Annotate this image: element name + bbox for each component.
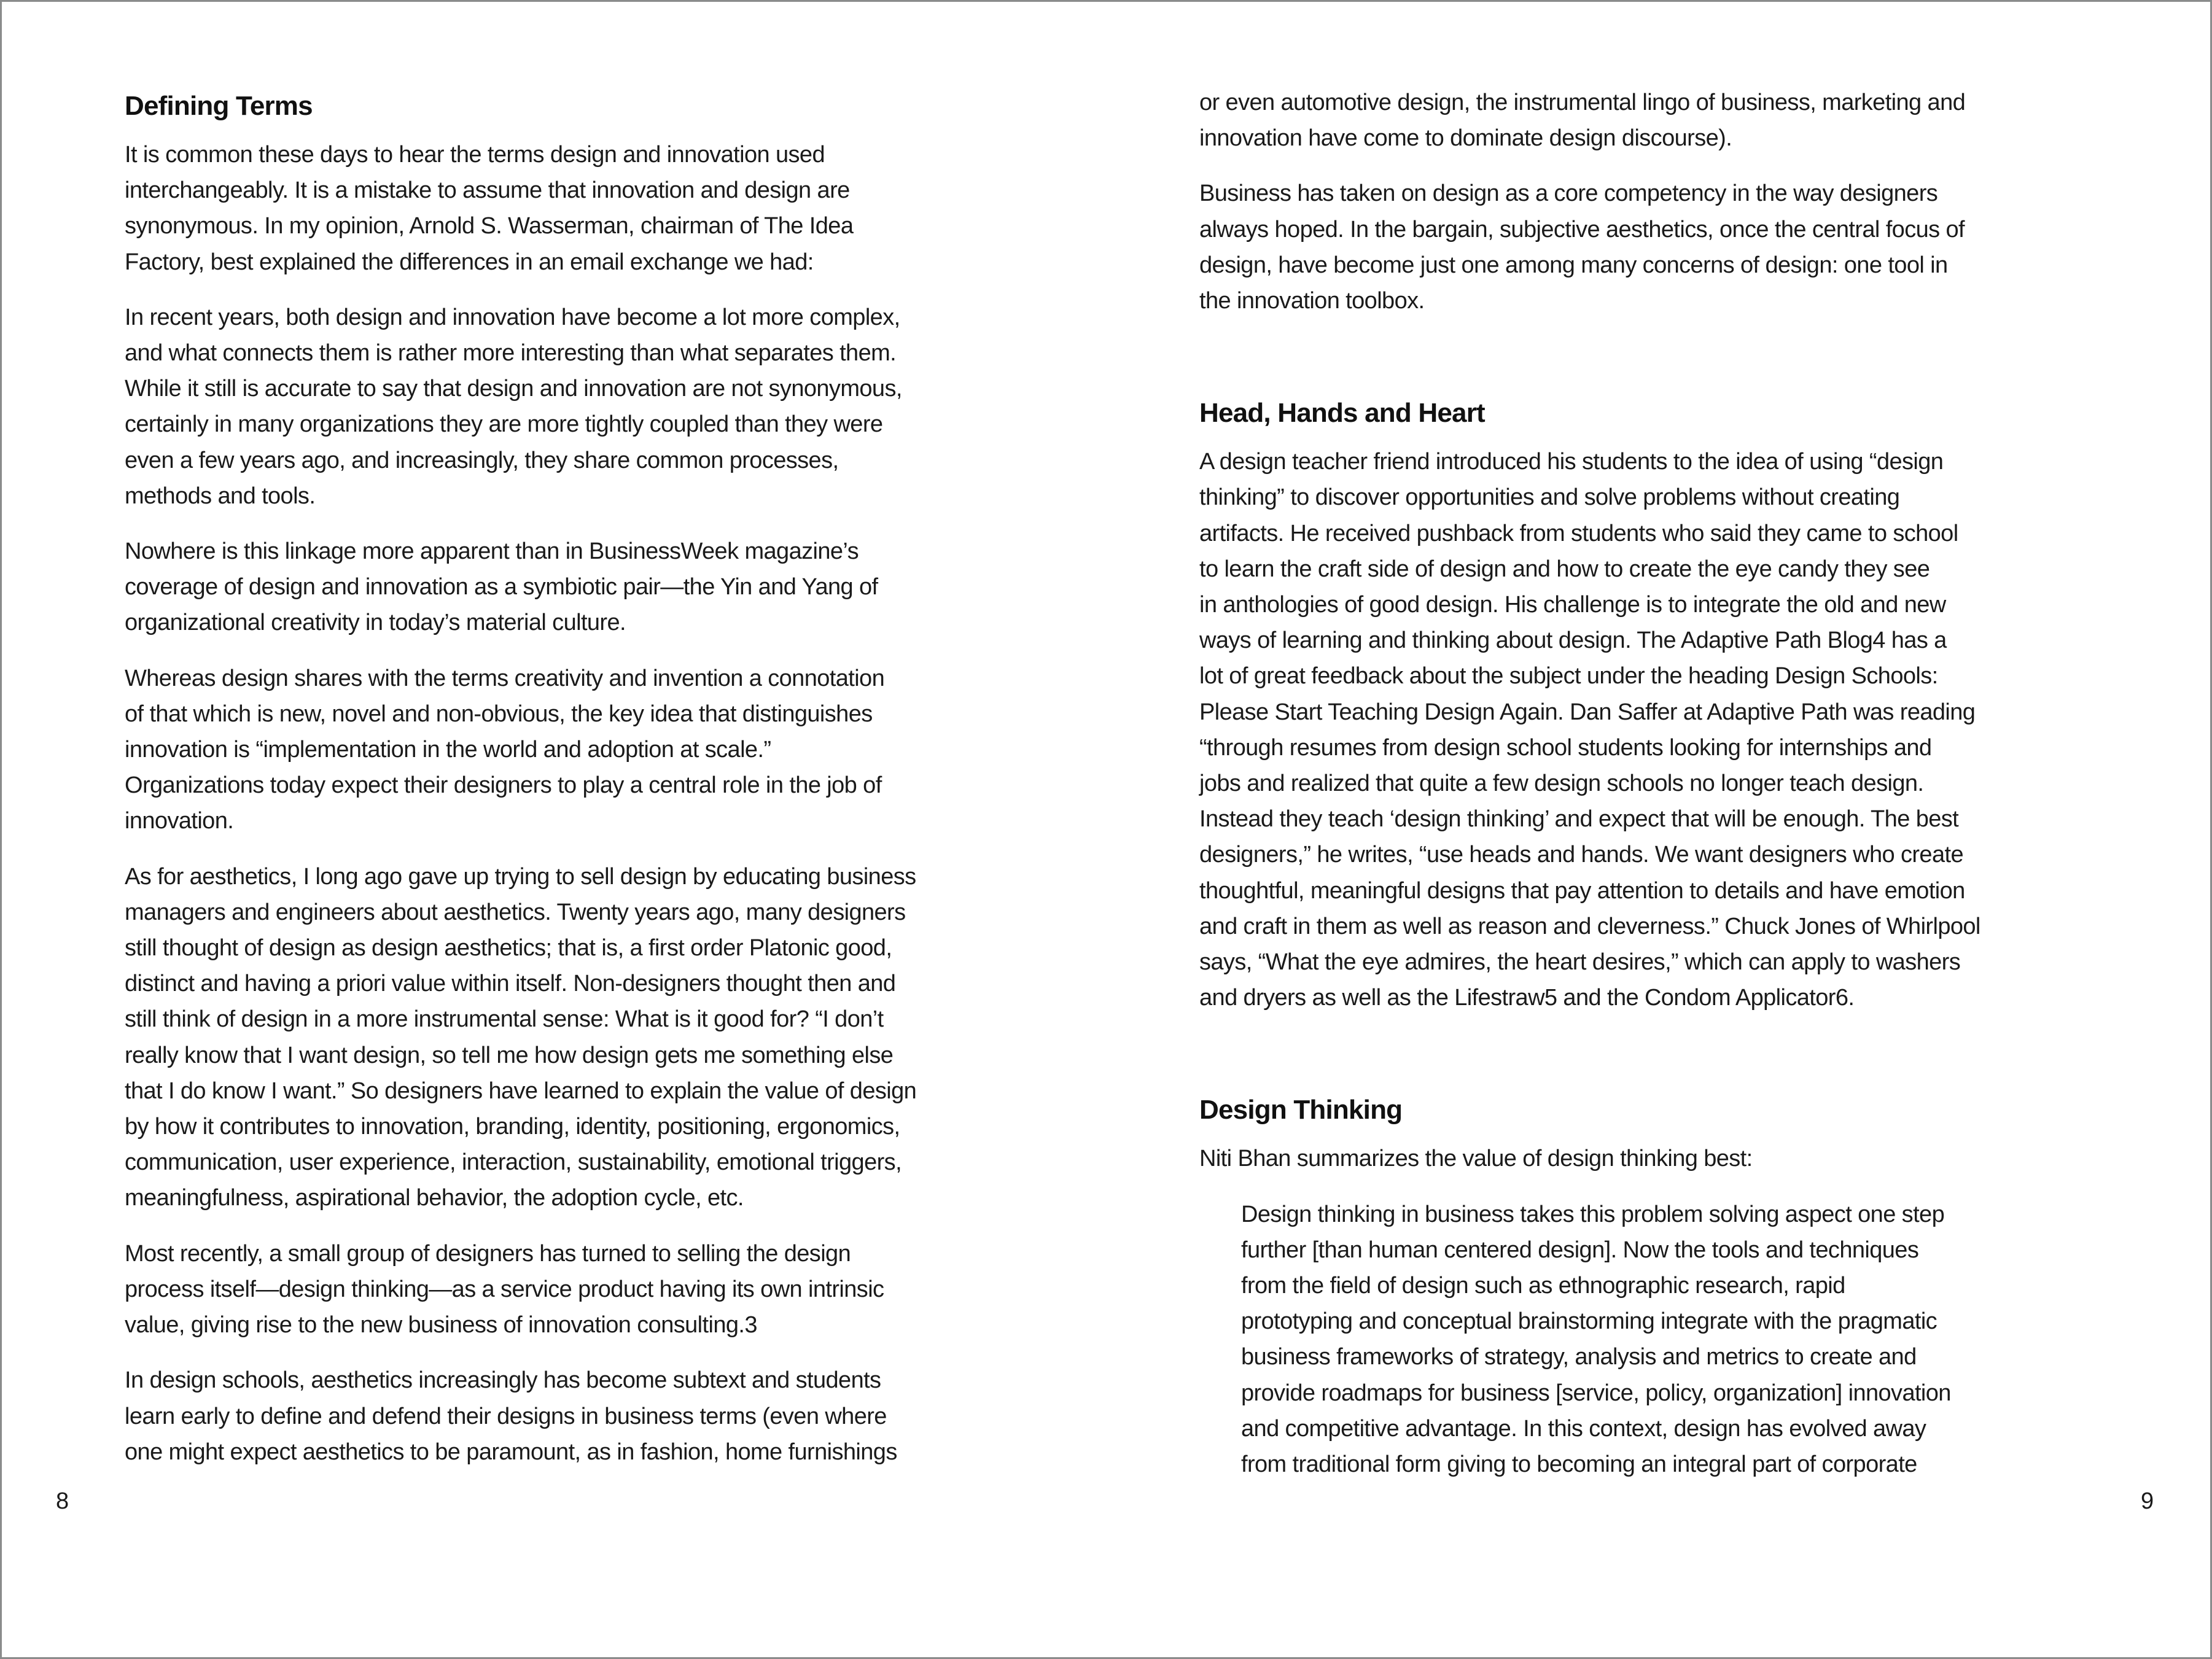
quote-line: prototyping and conceptual brainstorming integrate with the pragmatic <box>1241 1308 1937 1335</box>
text-line: As for aesthetics, I long ago gave up trying to sell design by educating business <box>125 863 916 890</box>
left-page-column <box>125 88 1027 1490</box>
right-page <box>1108 2 2212 1657</box>
paragraph <box>125 661 1027 839</box>
text-line: managers and engineers about aesthetics. Twenty years ago, many designers <box>125 899 906 925</box>
text-line: Please Start Teaching Design Again. Dan Saffer at Adaptive Path was reading <box>1199 699 1976 725</box>
section-heading-head-hands-heart: Head, Hands and Heart <box>1199 398 1485 429</box>
text-line: to learn the craft side of design and how to create the eye candy they see <box>1199 556 1930 582</box>
blockquote <box>1199 1197 2108 1483</box>
quote-line: from traditional form giving to becoming an integral part of corporate <box>1241 1451 1917 1478</box>
text-line: Instead they teach ‘design thinking’ and expect that will be enough. The best <box>1199 806 1959 833</box>
section-heading-defining-terms: Defining Terms <box>125 91 313 121</box>
text-line: of that which is new, novel and non-obvious, the key idea that distinguishes <box>125 701 873 727</box>
text-line: “through resumes from design school students looking for internships and <box>1199 734 1932 761</box>
paragraph-continuation <box>1199 85 2108 156</box>
text-line: always hoped. In the bargain, subjective aesthetics, once the central focus of <box>1199 216 1965 243</box>
text-line: Business has taken on design as a core competency in the way designers <box>1199 181 1938 207</box>
right-page-column <box>1199 85 2108 1482</box>
text-line: distinct and having a priori value within itself. Non-designers thought then and <box>125 971 896 997</box>
text-line: lot of great feedback about the subject under the heading Design Schools: <box>1199 663 1938 690</box>
text-line: even a few years ago, and increasingly, they share common processes, <box>125 447 839 473</box>
text-line: design, have become just one among many concerns of design: one tool in <box>1199 252 1948 278</box>
text-line: A design teacher friend introduced his students to the idea of using “design <box>1199 449 1944 475</box>
text-line: It is common these days to hear the terms design and innovation used <box>125 142 825 168</box>
text-line: methods and tools. <box>125 483 316 509</box>
paragraph <box>125 1362 1027 1470</box>
text-line: says, “What the eye admires, the heart desires,” which can apply to washers <box>1199 949 1961 976</box>
paragraph <box>1199 176 2108 319</box>
text-line: coverage of design and innovation as a symbiotic pair—the Yin and Yang of <box>125 574 878 600</box>
paragraph <box>125 859 1027 1216</box>
text-line: jobs and realized that quite a few design schools no longer teach design. <box>1199 771 1924 797</box>
paragraph <box>125 1236 1027 1343</box>
paragraph <box>125 137 1027 280</box>
paragraph <box>125 534 1027 641</box>
text-line: In design schools, aesthetics increasingly has become subtext and students <box>125 1367 881 1394</box>
text-line: and what connects them is rather more interesting than what separates them. <box>125 340 897 367</box>
section-spacer <box>1199 1035 2108 1092</box>
paragraph <box>1199 444 2108 1016</box>
section-heading-design-thinking: Design Thinking <box>1199 1095 1403 1125</box>
text-line: Nowhere is this linkage more apparent than in BusinessWeek magazine’s <box>125 538 859 565</box>
text-line: In recent years, both design and innovation have become a lot more complex, <box>125 304 900 330</box>
text-line: innovation have come to dominate design discourse). <box>1199 125 1732 152</box>
text-line: synonymous. In my opinion, Arnold S. Wasserman, chairman of The Idea <box>125 213 854 239</box>
text-line: Organizations today expect their designers to play a central role in the job of <box>125 772 882 799</box>
text-line: and dryers as well as the Lifestraw5 and the Condom Applicator6. <box>1199 985 1855 1011</box>
text-line: Whereas design shares with the terms creativity and invention a connotation <box>125 665 885 691</box>
text-line: interchangeably. It is a mistake to assume that innovation and design are <box>125 177 850 204</box>
paragraph <box>1199 1141 2108 1176</box>
text-line: While it still is accurate to say that design and innovation are not synonymous, <box>125 376 902 402</box>
section-spacer <box>1199 338 2108 395</box>
text-line: organizational creativity in today’s material culture. <box>125 610 626 636</box>
quote-line: Design thinking in business takes this problem solving aspect one step <box>1241 1201 1945 1227</box>
text-line: and craft in them as well as reason and cleverness.” Chuck Jones of Whirlpool <box>1199 913 1980 939</box>
text-line: artifacts. He received pushback from students who said they came to school <box>1199 520 1958 546</box>
text-line: Niti Bhan summarizes the value of design thinking best: <box>1199 1146 1753 1172</box>
text-line: innovation is “implementation in the world and adoption at scale.” <box>125 737 771 763</box>
text-line: by how it contributes to innovation, branding, identity, positioning, ergonomics, <box>125 1114 900 1140</box>
text-line: still think of design in a more instrumental sense: What is it good for? “I don’t <box>125 1006 884 1033</box>
text-line: thinking” to discover opportunities and solve problems without creating <box>1199 484 1900 511</box>
text-line: innovation. <box>125 808 234 834</box>
text-line: still thought of design as design aesthetics; that is, a first order Platonic good, <box>125 935 892 962</box>
text-line: one might expect aesthetics to be paramount, as in fashion, home furnishings <box>125 1439 897 1465</box>
page-number-right: 9 <box>2141 1488 2154 1514</box>
paragraph <box>125 300 1027 514</box>
text-line: Most recently, a small group of designers has turned to selling the design <box>125 1240 851 1267</box>
quote-line: from the field of design such as ethnographic research, rapid <box>1241 1273 1845 1299</box>
text-line: value, giving rise to the new business of innovation consulting.3 <box>125 1312 757 1338</box>
text-line: really know that I want design, so tell me how design gets me something else <box>125 1042 894 1068</box>
text-line: designers,” he writes, “use heads and hands. We want designers who create <box>1199 842 1963 868</box>
quote-line: further [than human centered design]. Now the tools and techniques <box>1241 1237 1919 1263</box>
quote-line: provide roadmaps for business [service, policy, organization] innovation <box>1241 1380 1951 1406</box>
left-page <box>2 2 1108 1657</box>
text-line: certainly in many organizations they are more tightly coupled than they were <box>125 411 883 438</box>
page-number-left: 8 <box>56 1488 69 1514</box>
text-line: Factory, best explained the differences in an email exchange we had: <box>125 249 814 275</box>
text-line: that I do know I want.” So designers have learned to explain the value of design <box>125 1078 917 1104</box>
text-line: process itself—design thinking—as a service product having its own intrinsic <box>125 1276 884 1302</box>
quote-line: and competitive advantage. In this context, design has evolved away <box>1241 1415 1926 1442</box>
text-line: thoughtful, meaningful designs that pay attention to details and have emotion <box>1199 877 1965 904</box>
quote-line: business frameworks of strategy, analysis and metrics to create and <box>1241 1344 1917 1370</box>
text-line: or even automotive design, the instrumental lingo of business, marketing and <box>1199 90 1966 115</box>
text-line: communication, user experience, interaction, sustainability, emotional triggers, <box>125 1149 902 1176</box>
text-line: meaningfulness, aspirational behavior, the adoption cycle, etc. <box>125 1185 744 1211</box>
text-line: in anthologies of good design. His challenge is to integrate the old and new <box>1199 592 1946 618</box>
text-line: learn early to define and defend their designs in business terms (even where <box>125 1403 887 1429</box>
text-line: ways of learning and thinking about design. The Adaptive Path Blog4 has a <box>1199 627 1947 654</box>
text-line: the innovation toolbox. <box>1199 288 1425 314</box>
